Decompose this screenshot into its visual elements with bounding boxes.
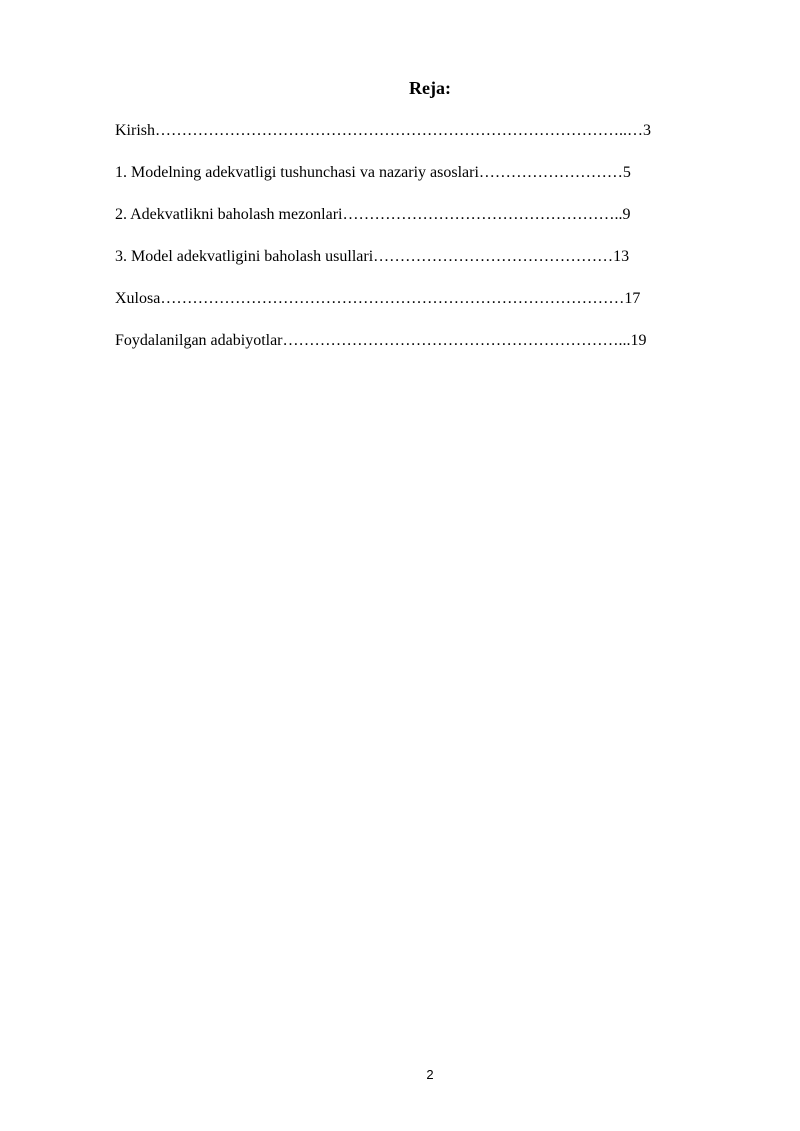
toc-entry-text: 1. Modelning adekvatligi tushunchasi va nazariy asoslari………………………5 (115, 164, 631, 181)
toc-entry-text: Kirish……………………………………………………………………………..…3 (115, 122, 651, 139)
toc-entry-chapter-3 (115, 245, 755, 287)
page-title: Reja: (409, 78, 451, 98)
toc-entry-text: Foydalanilgan adabiyotlar………………………………………………………...19 (115, 332, 647, 349)
toc-entry-text: 2. Adekvatlikni baholash mezonlari……………………………………………..9 (115, 206, 631, 223)
toc-entry-conclusion (115, 287, 755, 329)
table-of-contents (115, 119, 755, 371)
toc-entry-introduction (115, 119, 755, 161)
page-number: 2 (426, 1067, 434, 1082)
toc-entry-text: 3. Model adekvatligini baholash usullari………………………………………13 (115, 248, 630, 265)
toc-entry-references (115, 329, 755, 371)
toc-entry-chapter-2 (115, 203, 755, 245)
toc-entry-text: Xulosa……………………………………………………………………………17 (115, 290, 641, 307)
toc-entry-chapter-1 (115, 161, 755, 203)
